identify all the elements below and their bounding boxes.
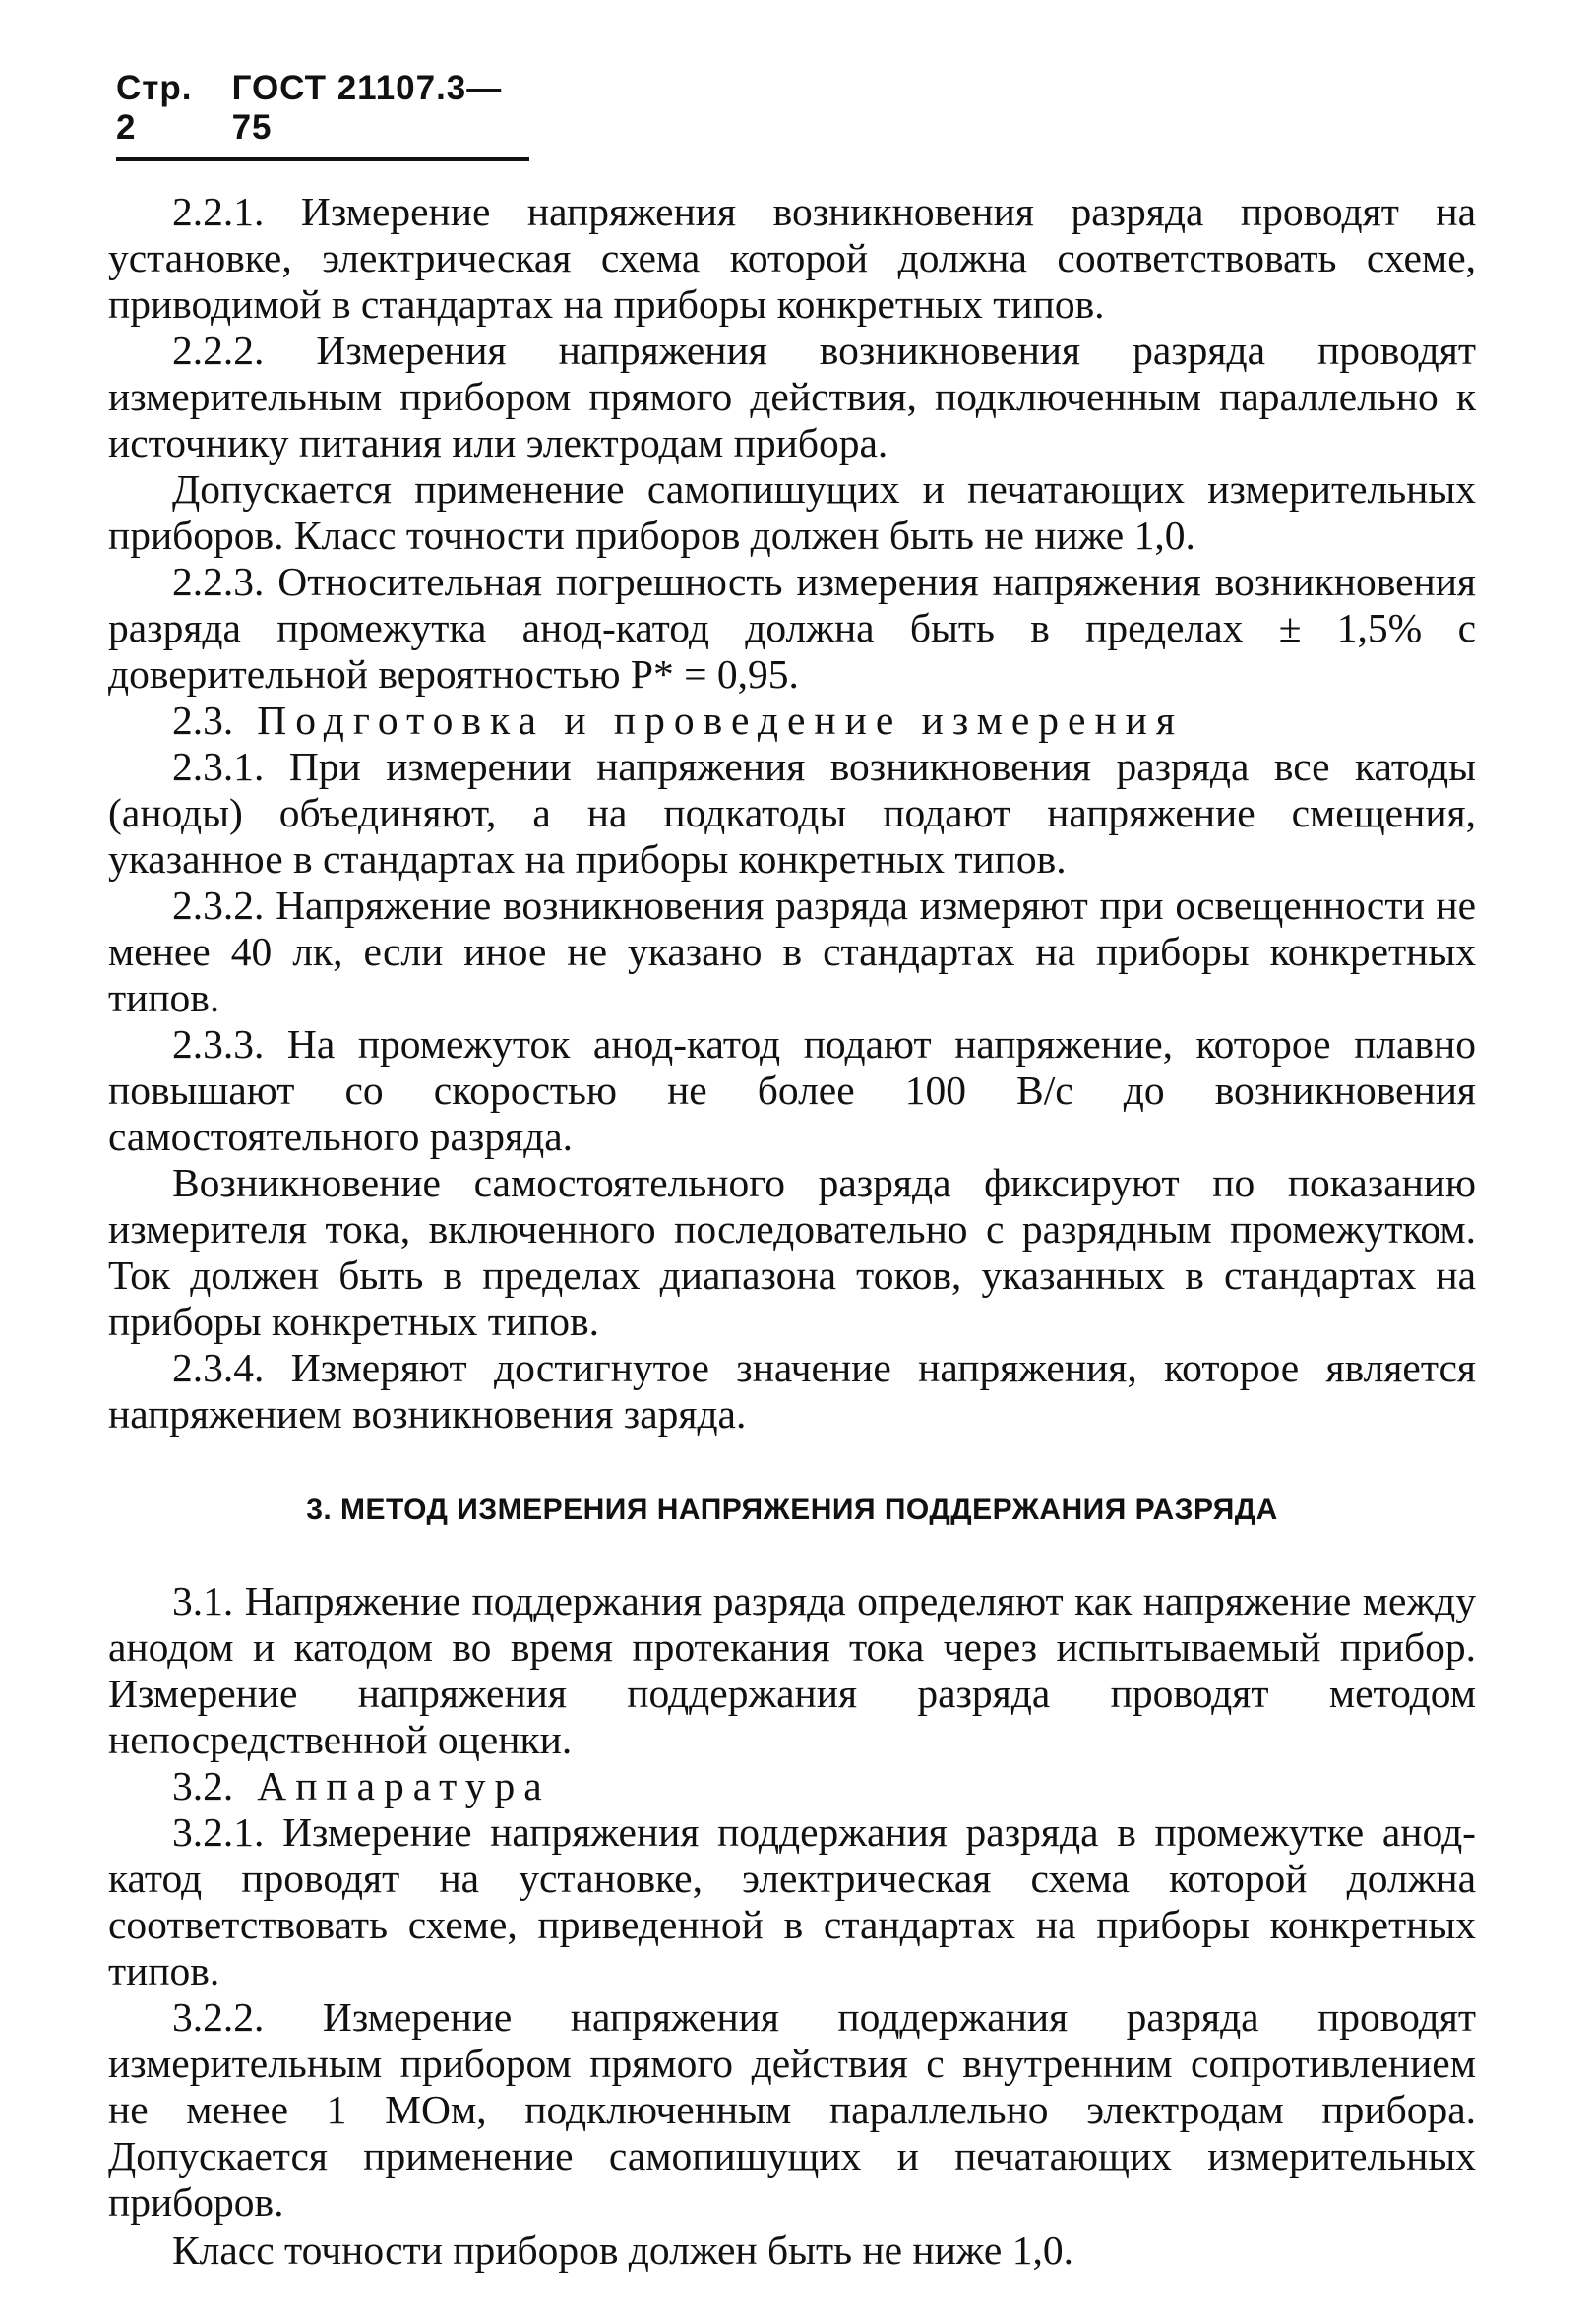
subheading-3-2-text: Аппаратура [257, 1763, 551, 1808]
document-body [108, 189, 1476, 2274]
subheading-2-3 [108, 698, 1476, 744]
paragraph-3-2-2: 3.2.2. Измерение напряжения поддержания разряда проводят измерительным прибором прямого действия с внутренним сопротивлением не менее 1 МОм, подключенным параллельно электродам прибора. Допускается применение самопишущих и печатающих измерительных приборов. [108, 1994, 1476, 2225]
paragraph-2-2-1: 2.2.1. Измерение напряжения возникновения разряда проводят на установке, электрическая схема которой должна соответствовать схеме, приводимой в стандартах на приборы конкретных типов. [108, 189, 1476, 327]
paragraph-3-2-1: 3.2.1. Измерение напряжения поддержания разряда в промежутке анод-катод проводят на установке, электрическая схема которой должна соответствовать схеме, приведенной в стандартах на приборы конкретных типов. [108, 1809, 1476, 1993]
section-3-title: 3. МЕТОД ИЗМЕРЕНИЯ НАПРЯЖЕНИЯ ПОДДЕРЖАНИЯ РАЗРЯДА [306, 1494, 1278, 1526]
standard-designation: ГОСТ 21107.3—75 [231, 69, 503, 147]
paragraph-2-3-3-cont: Возникновение самостоятельного разряда фиксируют по показанию измерителя тока, включенного последовательно с разрядным промежутком. Ток должен быть в пределах диапазона токов, указанных в стандартах на приборы конкретных типов. [108, 1160, 1476, 1344]
paragraph-2-2-3: 2.2.3. Относительная погрешность измерения напряжения возникновения разряда промежутка анод-катод должна быть в пределах ± 1,5% с доверительной вероятностью P* = 0,95. [108, 559, 1476, 697]
subheading-3-2 [108, 1763, 1476, 1809]
document-page [108, 69, 1476, 2274]
paragraph-2-2-2: 2.2.2. Измерения напряжения возникновения разряда проводят измерительным прибором прямого действия, подключенным параллельно к источнику питания или электродам прибора. [108, 328, 1476, 465]
paragraph-2-3-1: 2.3.1. При измерении напряжения возникновения разряда все катоды (аноды) объединяют, а на подкатоды подают напряжение смещения, указанное в стандартах на приборы конкретных типов. [108, 744, 1476, 882]
subheading-2-3-number: 2.3. [172, 698, 234, 743]
paragraph-2-3-2: 2.3.2. Напряжение возникновения разряда измеряют при освещенности не менее 40 лк, если иное не указано в стандартах на приборы конкретных типов. [108, 883, 1476, 1020]
page-header [116, 69, 529, 161]
subheading-2-3-text: Подготовка и проведение измерения [257, 698, 1184, 743]
paragraph-2-2-2-cont: Допускается применение самопишущих и печатающих измерительных приборов. Класс точности приборов должен быть не ниже 1,0. [108, 466, 1476, 558]
paragraph-2-3-4: 2.3.4. Измеряют достигнутое значение напряжения, которое является напряжением возникновения заряда. [108, 1345, 1476, 1437]
paragraph-2-3-3: 2.3.3. На промежуток анод-катод подают напряжение, которое плавно повышают со скоростью не более 100 В/с до возникновения самостоятельного разряда. [108, 1021, 1476, 1159]
paragraph-3-1: 3.1. Напряжение поддержания разряда определяют как напряжение между анодом и катодом во время протекания тока через испытываемый прибор. Измерение напряжения поддержания разряда проводят методом непосредственной оценки. [108, 1578, 1476, 1762]
page-number-label: Стр. 2 [116, 69, 193, 147]
subheading-3-2-number: 3.2. [172, 1763, 234, 1808]
paragraph-accuracy-class: Класс точности приборов должен быть не ниже 1,0. [172, 2228, 1073, 2273]
